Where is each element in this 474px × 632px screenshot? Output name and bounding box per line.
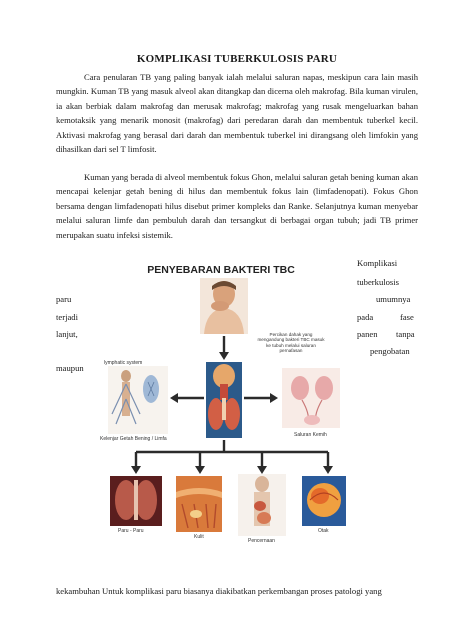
label-skin: Kulit [194,534,204,540]
side-word: umumnya [376,294,411,304]
figure-graphic [96,264,346,560]
paragraph-1: Cara penularan TB yang paling banyak ialah melalui saluran napas, meskipun cara lain masih mungkin. Kuman TB yang masuk alveol akan ditangkap dan dicerna oleh makrofag. Bila kuman virulen, ia akan berbiak dalam makrofag dan merusak makrofag; makrofag yang rusak mengeluarkan bahan kemotaksik yang menarik monosit (makrofag) dari peredaran darah dan membentuk tuberkel kecil. Aktivasi makrofag yang berasal dari darah dan membentuk tuberkel ini dirangsang oleh limfokin yang dihasilkan dari sel T limfosit. [56,72,418,155]
side-word: maupun [56,363,84,373]
side-word: pada [357,312,374,322]
figure-note: Percikan dahak yang mengandung bakteri TBC masuk ke tubuh melalui saluran pernafasan [257,332,325,354]
side-word: fase [400,312,414,322]
document-title: KOMPLIKASI TUBERKULOSIS PARU [136,53,338,65]
last-line: kekambuhan Untuk komplikasi paru biasanya diakibatkan perkembangan proses patologi yang [56,586,382,596]
respiratory-system-illustration [206,362,242,438]
side-word: paru [56,294,72,304]
side-word: Komplikasi [357,258,398,268]
coughing-person-illustration [200,278,248,334]
side-word: pengobatan [370,346,410,356]
urinary-tract-illustration [282,368,340,428]
skin-illustration [176,476,222,532]
side-word: tuberkulosis [357,277,400,287]
figure-title: PENYEBARAN BAKTERI TBC [147,264,295,276]
label-lymph: Kelenjar Getah Bening / Limfa [100,436,167,442]
label-lung: Paru - Paru [118,528,144,534]
side-word: panen [357,329,378,339]
small-caption: lymphatic system [104,360,143,366]
label-brain: Otak [318,528,329,534]
side-word: tanpa [396,329,415,339]
side-word: lanjut, [56,329,78,339]
side-word: terjadi [56,312,78,322]
lung-xray-illustration [110,476,162,526]
brain-illustration [302,476,346,526]
paragraph-2: Kuman yang berada di alveol membentuk fokus Ghon, melalui saluran getah bening kuman akan mencapai kelenjar getah bening di hilus dan membentuk fokus lain (limfadenopati). Fokus Ghon bersama dengan limfadenopati hilus disebut primer kompleks dan Ranke. Selanjutnya kuman menyebar melalui saluran limfe dan pembuluh darah dan tersangkut di berbagai organ tubuh; jadi TB primer merupakan suatu infeksi sistemik. [56,172,418,240]
label-digestion: Pencernaan [248,538,275,544]
digestive-system-illustration [238,474,286,536]
lymph-system-illustration [108,366,168,434]
label-urinary: Saluran Kemih [294,432,327,438]
tbc-spread-figure [96,264,346,560]
